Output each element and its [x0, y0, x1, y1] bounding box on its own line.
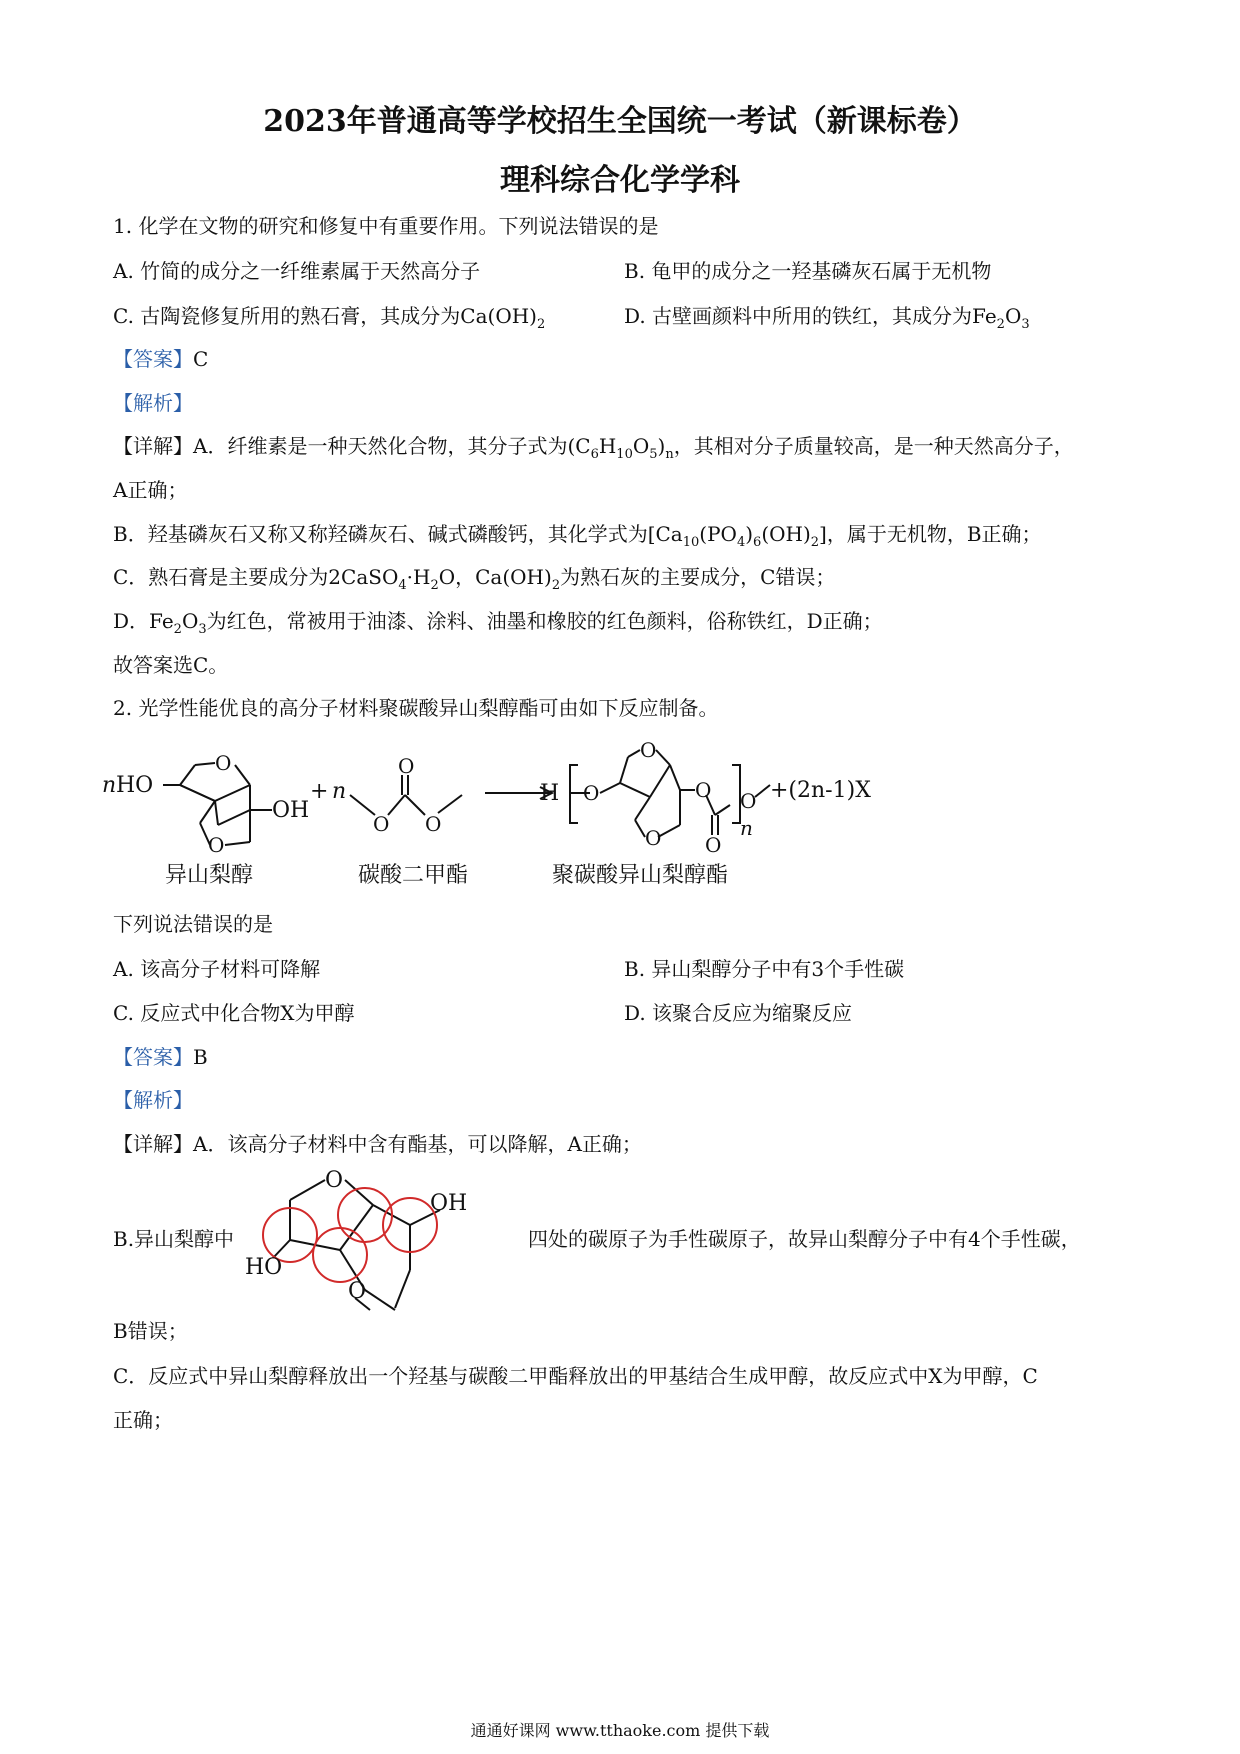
- q1-conclusion: 故答案选C。: [113, 653, 229, 677]
- scheme-o5: O: [425, 812, 442, 836]
- scheme-oh: OH: [272, 798, 310, 823]
- scheme-n3: n: [740, 816, 753, 840]
- q1-option-b: B. 龟甲的成分之一羟基磷灰石属于无机物: [624, 259, 992, 283]
- scheme-label-isosorbide: 异山梨醇: [165, 863, 254, 888]
- page-title: 2023年普通高等学校招生全国统一考试（新课标卷）: [263, 104, 977, 139]
- fig-oh: OH: [430, 1191, 468, 1216]
- q1-option-c: C. 古陶瓷修复所用的熟石膏，其成分为$Ca(OH)_2$: [113, 304, 546, 332]
- fig-o1: O: [325, 1168, 344, 1193]
- q1-option-a: A. 竹简的成分之一纤维素属于天然高分子: [113, 259, 481, 283]
- isosorbide-chiral-figure: [245, 1160, 525, 1330]
- q1-detail-a-cont: A正确；: [113, 478, 188, 502]
- q1-detail-a: 【详解】A．纤维素是一种天然化合物，其分子式为$(C_6H_{10}O_5)_n$，其相对分子质量较高，是一种天然高分子，: [113, 434, 1074, 462]
- q2-option-b: B. 异山梨醇分子中有3个手性碳: [624, 957, 905, 981]
- q2-detail-b-post: 四处的碳原子为手性碳原子，故异山梨醇分子中有4个手性碳，: [528, 1227, 1081, 1251]
- reaction-scheme: [100, 735, 1000, 920]
- scheme-o4: O: [398, 754, 415, 778]
- q2-detail-b-cont: B错误；: [113, 1319, 188, 1343]
- q1-detail-c: C．熟石膏是主要成分为$2CaSO_4\cdot H_2O$，$Ca(OH)_2$为熟石灰的主要成分，C错误；: [113, 565, 836, 593]
- q2-detail-b: B.异山梨醇中: [113, 1227, 235, 1251]
- scheme-byproduct: +(2n-1)X: [770, 778, 871, 803]
- q2-analysis-tag: 【解析】: [113, 1088, 193, 1112]
- q2-option-c: C. 反应式中化合物X为甲醇: [113, 1001, 355, 1025]
- scheme-o6: O: [583, 781, 600, 805]
- scheme-o1: O: [215, 751, 232, 775]
- scheme-o10: O: [705, 833, 722, 857]
- q2-detail-a: 【详解】A．该高分子材料中含有酯基，可以降解，A正确；: [113, 1132, 642, 1156]
- scheme-o3: O: [373, 812, 390, 836]
- scheme-o11: O: [740, 789, 757, 813]
- scheme-h: H: [540, 781, 560, 806]
- page-subtitle: 理科综合化学学科: [500, 163, 740, 198]
- scheme-o7: O: [640, 738, 657, 762]
- scheme-o2: O: [208, 833, 225, 857]
- scheme-n2: n: [332, 779, 347, 804]
- scheme-o9: O: [695, 778, 712, 802]
- scheme-o8: O: [645, 826, 662, 850]
- scheme-n1: n: [102, 773, 117, 798]
- scheme-label-polymer: 聚碳酸异山梨醇酯: [552, 863, 729, 888]
- q1-analysis-tag: 【解析】: [113, 391, 193, 415]
- scheme-label-dmc: 碳酸二甲酯: [358, 863, 469, 888]
- q2-option-a: A. 该高分子材料可降解: [113, 957, 321, 981]
- scheme-plus: +: [310, 779, 329, 804]
- q2-detail-c-cont: 正确；: [113, 1408, 173, 1432]
- q2-detail-c: C．反应式中异山梨醇释放出一个羟基与碳酸二甲酯释放出的甲基结合生成甲醇，故反应式中X为甲醇，C: [113, 1364, 1038, 1388]
- q1-detail-b: B．羟基磷灰石又称又称羟磷灰石、碱式磷酸钙，其化学式为$[Ca_{10}(PO_4)_6(OH)_2]$，属于无机物，B正确；: [113, 522, 1042, 550]
- q2-answer: 【答案】B: [113, 1045, 208, 1069]
- q1-option-d: D. 古壁画颜料中所用的铁红，其成分为$Fe_2O_3$: [624, 304, 1030, 332]
- q1-stem: 1. 化学在文物的研究和修复中有重要作用。下列说法错误的是: [113, 214, 659, 238]
- scheme-ho: HO: [116, 773, 154, 798]
- q1-answer: 【答案】C: [113, 347, 209, 371]
- q2-stem: 2. 光学性能优良的高分子材料聚碳酸异山梨醇酯可由如下反应制备。: [113, 696, 719, 720]
- q1-detail-d: D．$Fe_2O_3$为红色，常被用于油漆、涂料、油墨和橡胶的红色颜料，俗称铁红，D正确；: [113, 609, 883, 637]
- q2-stem2: 下列说法错误的是: [113, 912, 273, 936]
- q2-option-d: D. 该聚合反应为缩聚反应: [624, 1001, 853, 1025]
- page-footer: 通通好课网 www.tthaoke.com 提供下载: [470, 1721, 770, 1740]
- fig-ho: HO: [245, 1255, 283, 1280]
- fig-o2: O: [348, 1279, 367, 1304]
